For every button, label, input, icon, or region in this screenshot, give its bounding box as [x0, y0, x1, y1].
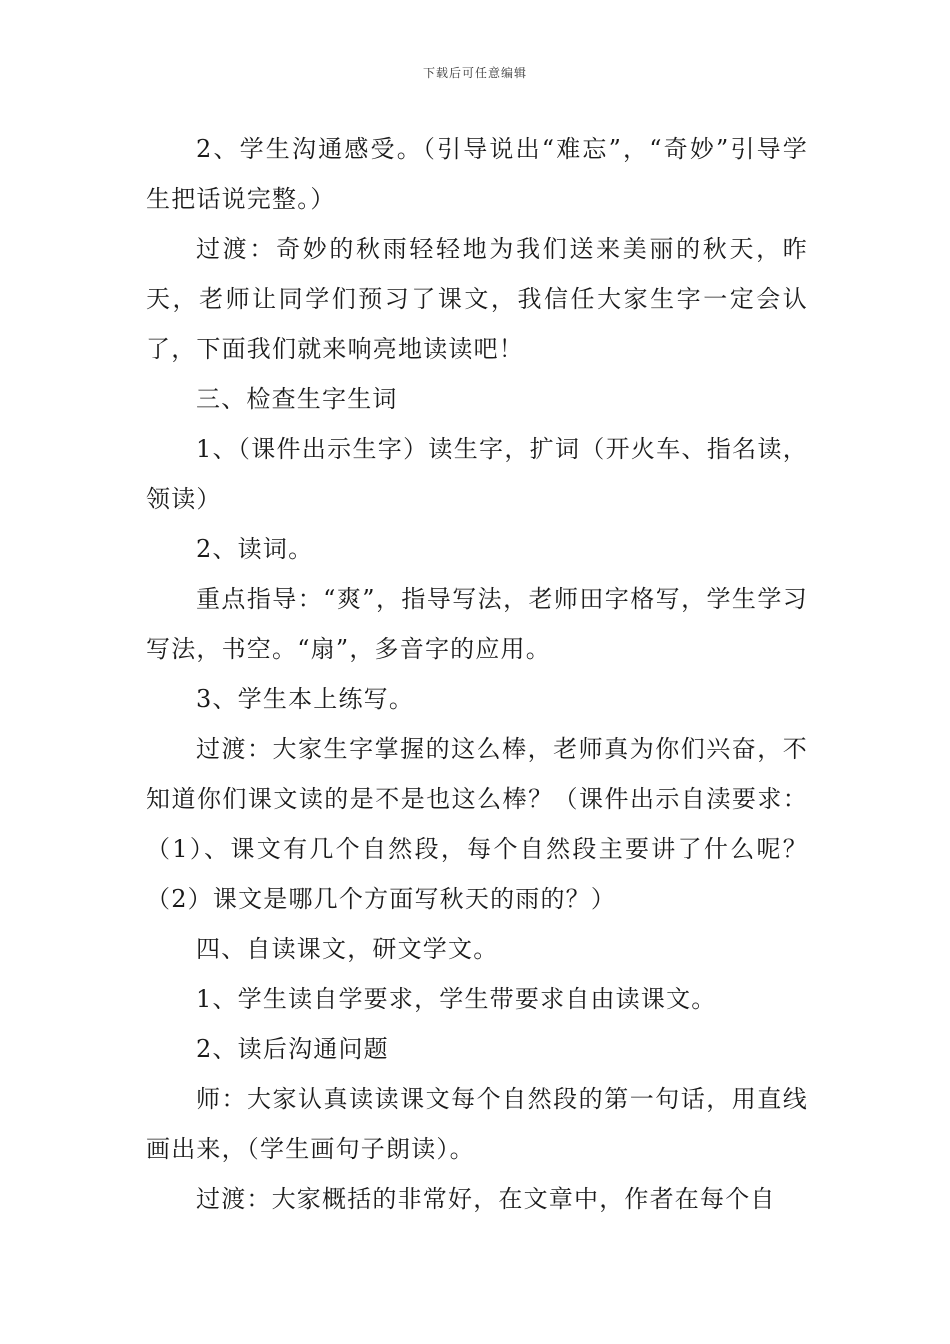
paragraph: 过渡：大家概括的非常好，在文章中，作者在每个自 [196, 1185, 776, 1213]
paragraph: 过渡：奇妙的秋雨轻轻地为我们送来美丽的秋天，昨天，老师让同学们预习了课文，我信任大家生字一定会认了，下面我们就来响亮地读读吧！ [146, 235, 808, 363]
section-heading: 四、自读课文，研文学文。 [196, 935, 499, 963]
section-heading: 三、检查生字生词 [196, 385, 398, 413]
paragraph: 2、读后沟通问题 [196, 1035, 389, 1063]
paragraph: 1、学生读自学要求，学生带要求自由读课文。 [196, 985, 717, 1013]
paragraph: 3、学生本上练写。 [196, 685, 415, 713]
paragraph: 2、学生沟通感受。（引导说出“难忘”，“奇妙”引导学生把话说完整。） [146, 135, 808, 213]
paragraph: 1、（课件出示生字）读生字，扩词（开火车、指名读，领读） [146, 435, 808, 513]
document-body [146, 124, 808, 1224]
page-header: 下载后可任意编辑 [422, 66, 527, 80]
paragraph: 重点指导：“爽”，指导写法，老师田字格写，学生学习写法，书空。“扇”，多音字的应用。 [146, 585, 808, 663]
paragraph: 师：大家认真读读课文每个自然段的第一句话，用直线画出来，（学生画句子朗读）。 [146, 1085, 808, 1163]
paragraph: 2、读词。 [196, 535, 314, 563]
paragraph: 过渡：大家生字掌握的这么棒，老师真为你们兴奋，不知道你们课文读的是不是也这么棒？（课件出示自渎要求：（1）、课文有几个自然段，每个自然段主要讲了什么呢？（2）课文是哪几个方面写秋天的雨的？） [146, 735, 808, 913]
